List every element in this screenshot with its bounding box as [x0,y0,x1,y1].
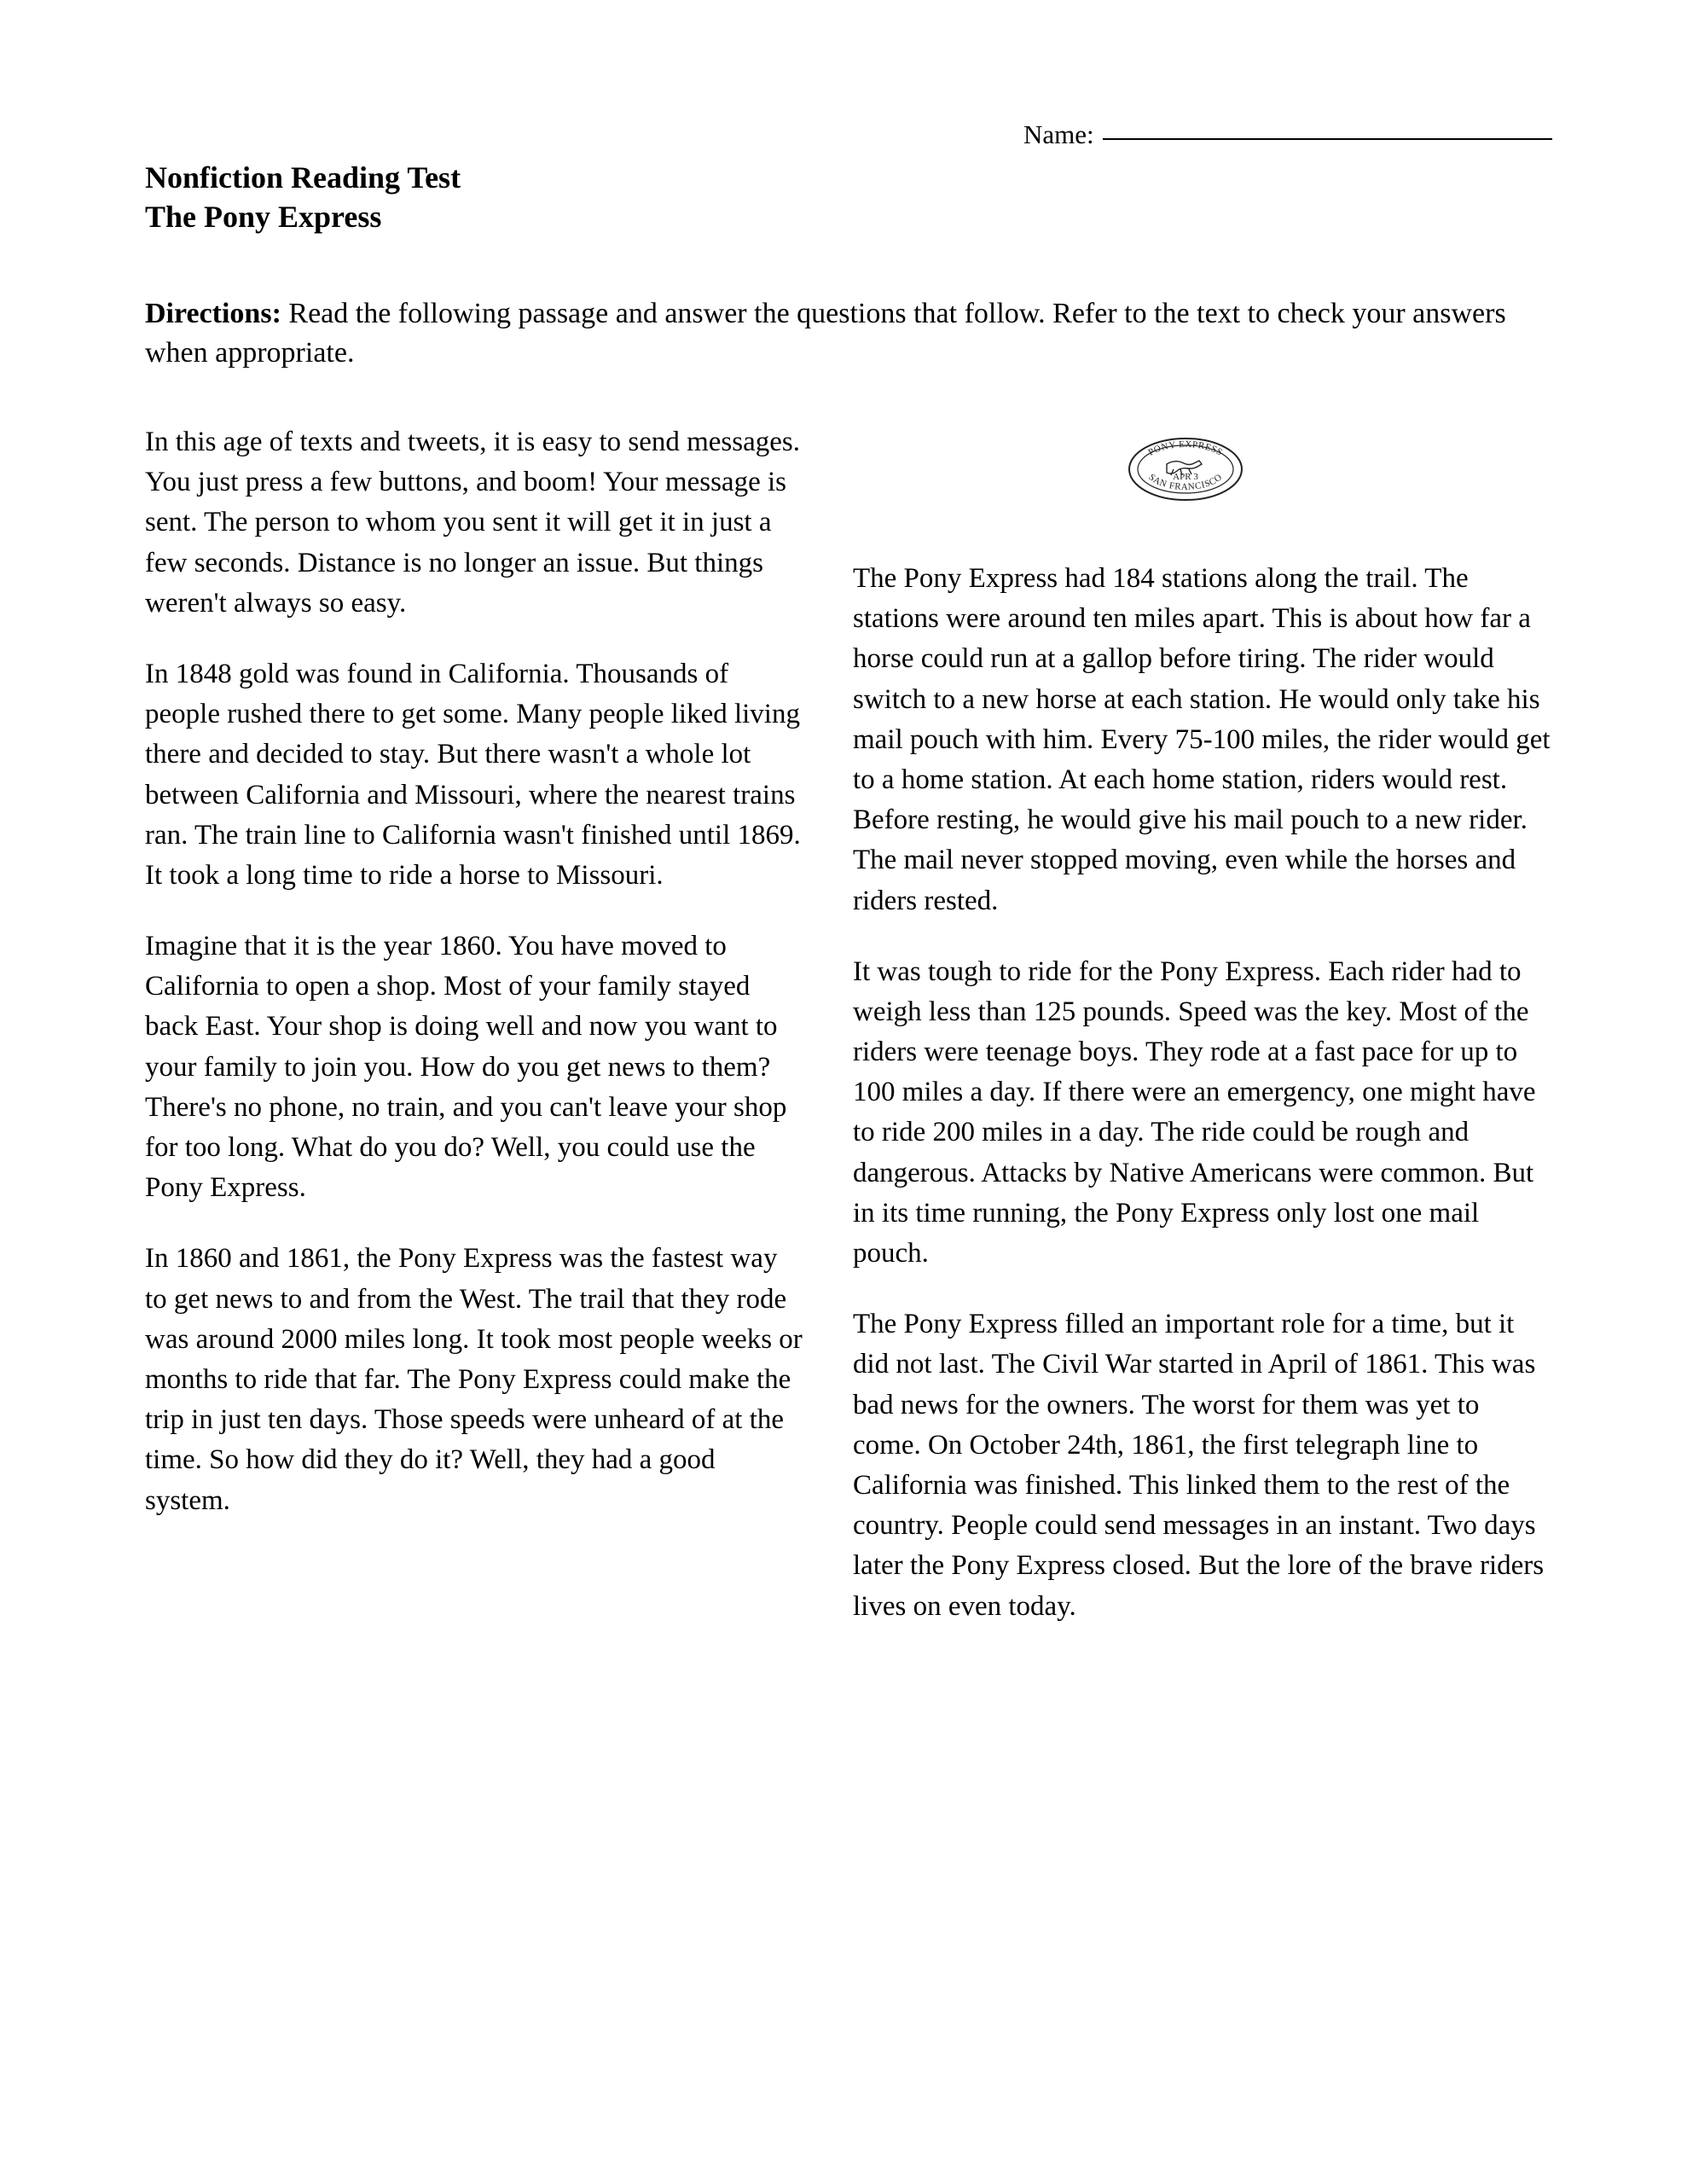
paragraph: In this age of texts and tweets, it is easy to send messages. You just press a few buttons, and boom! Your message is sent. The person to whom you sent it will get it in just a few seconds. Distance is no longer an issue. But things weren't always so easy. [145,427,801,619]
directions-text: Read the following passage and answer the questions that follow. Refer to the text to check your answers when appropriate. [145,298,1506,369]
passage-right-column [853,422,1552,1658]
title-line-1: Nonfiction Reading Test [145,160,461,195]
svg-text:PONY EXPRESS: PONY EXPRESS [1146,439,1225,458]
name-label: Name: [1023,119,1094,149]
directions-block [145,294,1544,373]
stamp-spacer [853,422,1552,559]
page-title [145,158,461,236]
passage-left-column [145,422,806,1552]
name-input-line[interactable] [1103,137,1552,140]
paragraph: It was tough to ride for the Pony Express. Each rider had to weigh less than 125 pounds. Speed was the key. Most of the riders were teenage boys. They rode at a fast pace for up to 100 miles a day. If there were an emergency, one might have to ride 200 miles in a day. The ride could be rough and dangerous. Attacks by Native Americans were common. But in its time running, the Pony Express only lost one mail pouch. [853,956,1536,1269]
title-line-2: The Pony Express [145,200,382,235]
name-field-row [1023,119,1552,150]
directions-label: Directions: [145,298,281,329]
paragraph: The Pony Express had 184 stations along the trail. The stations were around ten miles apart. This is about how far a horse could run at a gallop before tiring. The rider would switch to a new horse at each station. He would only take his mail pouch with him. Every 75-100 miles, the rider would get to a home station. At each home station, riders would rest. Before resting, he would give his mail pouch to a new rider. The mail never stopped moving, even while the horses and riders rested. [853,563,1551,916]
svg-text:SAN FRANCISCO: SAN FRANCISCO [1146,472,1225,493]
paragraph: Imagine that it is the year 1860. You have moved to California to open a shop. Most of your family stayed back East. Your shop is doing well and now you want to your family to join you. How do you get news to them? There's no phone, no train, and you can't leave your shop for too long. What do you do? Well, you could use the Pony Express. [145,931,787,1204]
svg-text:APR 3: APR 3 [1173,472,1198,482]
paragraph: The Pony Express filled an important role for a time, but it did not last. The Civil War started in April of 1861. This was bad news for the owners. The worst for them was yet to come. On October 24th, 1861, the first telegraph line to California was finished. This linked them to the rest of the country. People could send messages in an instant. Two days later the Pony Express closed. But the lore of the brave riders lives on even today. [853,1309,1545,1622]
paragraph: In 1848 gold was found in California. Thousands of people rushed there to get some. Many people liked living there and decided to stay. But there wasn't a whole lot between California and Missouri, where the nearest trains ran. The train line to California wasn't finished until 1869. It took a long time to ride a horse to Missouri. [145,658,801,891]
paragraph: In 1860 and 1861, the Pony Express was the fastest way to get news to and from the West. The trail that they rode was around 2000 miles long. It took most people weeks or months to ride that far. The Pony Express could make the trip in just ten days. Those speeds were unheard of at the time. So how did they do it? Well, they had a good system. [145,1243,803,1516]
